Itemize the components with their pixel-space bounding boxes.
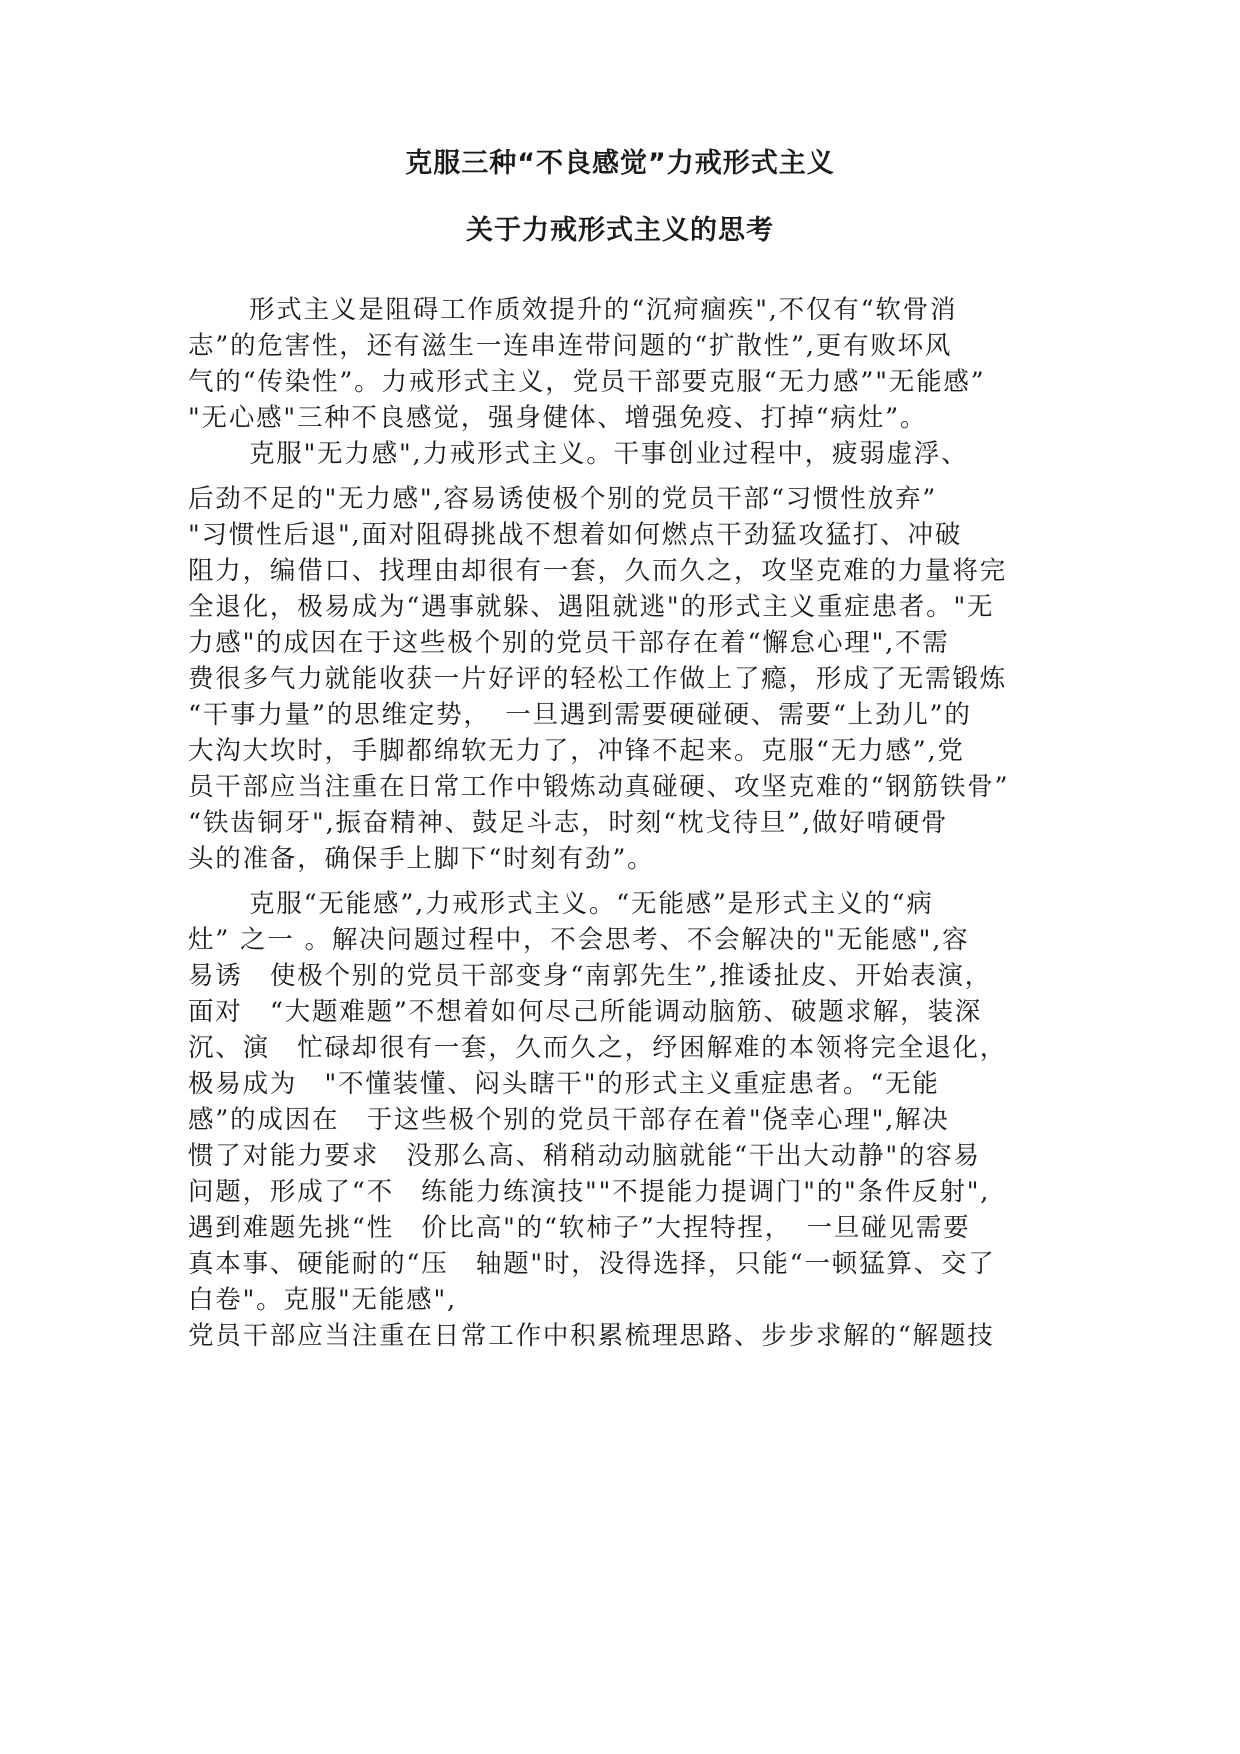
paragraph-2 — [188, 436, 1058, 877]
text-line: 大沟大坎时，手脚都绵软无力了，冲锋不起来。克服“无力感”,党 — [188, 736, 965, 766]
text-line: “干事力量”的思维定势， 一旦遇到需要硬碰硬、需要“上劲儿”的 — [188, 700, 972, 730]
text-line: 形式主义是阻碍工作质效提升的“沉疴痼疾",不仅有“软骨消 — [249, 295, 958, 325]
text-line: 问题，形成了“不 练能力练演技""不提能力提调门"的"条件反射", — [188, 1177, 991, 1207]
text-line: 克服"无力感",力戒形式主义。干事创业过程中，疲弱虚浮、 — [249, 439, 969, 469]
title-block — [0, 150, 1240, 244]
text-line: 沉、演 忙碌却很有一套，久而久之，纾困解难的本领将完全退化， — [188, 1033, 1008, 1063]
text-line: 阻力，编借口、找理由却很有一套，久而久之，攻坚克难的力量将完 — [188, 556, 1008, 586]
text-line: 惯了对能力要求 没那么高、稍稍动动脑就能“干出大动静"的容易 — [188, 1141, 981, 1171]
text-line: 费很多气力就能收获一片好评的轻松工作做上了瘾，形成了无需锻炼 — [188, 664, 1008, 694]
document-body — [188, 292, 1058, 1354]
text-line: 面对 “大题难题”不想着如何尽己所能调动脑筋、破题求解，装深 — [188, 997, 983, 1027]
text-line: 遇到难题先挑“性 价比高"的“软柿子”大捏特捏， 一旦碰见需要 — [188, 1213, 971, 1243]
document-title: 克服三种“不良感觉”力戒形式主义 — [405, 148, 835, 179]
text-line: 志”的危害性，还有滋生一连串连带问题的“扩散性”,更有败坏风 — [188, 331, 953, 361]
paragraph-3 — [188, 886, 1058, 1318]
paragraph-4 — [188, 1318, 1058, 1354]
text-line: 头的准备，确保手上脚下“时刻有劲”。 — [188, 844, 655, 874]
text-line: 员干部应当注重在日常工作中锻炼动真碰硬、攻坚克难的“钢筋铁骨” — [188, 772, 1010, 802]
text-line: 后劲不足的"无力感",容易诱使极个别的党员干部“习惯性放弃” — [188, 484, 938, 514]
text-line: 党员干部应当注重在日常工作中积累梳理思路、步步求解的“解题技 — [188, 1321, 995, 1351]
text-line: 全退化，极易成为“遇事就躲、遇阻就逃"的形式主义重症患者。"无 — [188, 592, 995, 622]
text-line: 力感"的成因在于这些极个别的党员干部存在着“懈怠心理",不需 — [188, 628, 950, 658]
text-line: 极易成为 "不懂装懂、闷头瞎干"的形式主义重症患者。“无能 — [188, 1069, 940, 1099]
text-line: 真本事、硬能耐的“压 轴题"时，没得选择，只能“一顿猛算、交了 — [188, 1249, 996, 1279]
text-line: “铁齿铜牙",振奋精神、鼓足斗志，时刻“枕戈待旦”,做好啃硬骨 — [188, 808, 949, 838]
text-line: 气的“传染性”。力戒形式主义，党员干部要克服“无力感”"无能感” — [188, 367, 986, 397]
text-line: 易诱 使极个别的党员干部变身“南郭先生”,推诿扯皮、开始表演， — [188, 961, 992, 991]
text-line: "习惯性后退",面对阻碍挑战不想着如何燃点干劲猛攻猛打、冲破 — [188, 520, 963, 550]
text-line: 白卷"。克服"无能感", — [188, 1285, 457, 1315]
text-line: 感”的成因在 于这些极个别的党员干部存在着"侥幸心理",解决 — [188, 1105, 950, 1135]
text-line: 克服“无能感”,力戒形式主义。“无能感”是形式主义的“病 — [249, 889, 934, 919]
text-line: 灶” 之一 。解决问题过程中，不会思考、不会解决的"无能感",容 — [188, 925, 970, 955]
paragraph-1 — [188, 292, 1058, 436]
text-line: "无心感"三种不良感觉，强身健体、增强免疫、打掉“病灶”。 — [188, 403, 928, 433]
document-subtitle: 关于力戒形式主义的思考 — [466, 215, 774, 246]
